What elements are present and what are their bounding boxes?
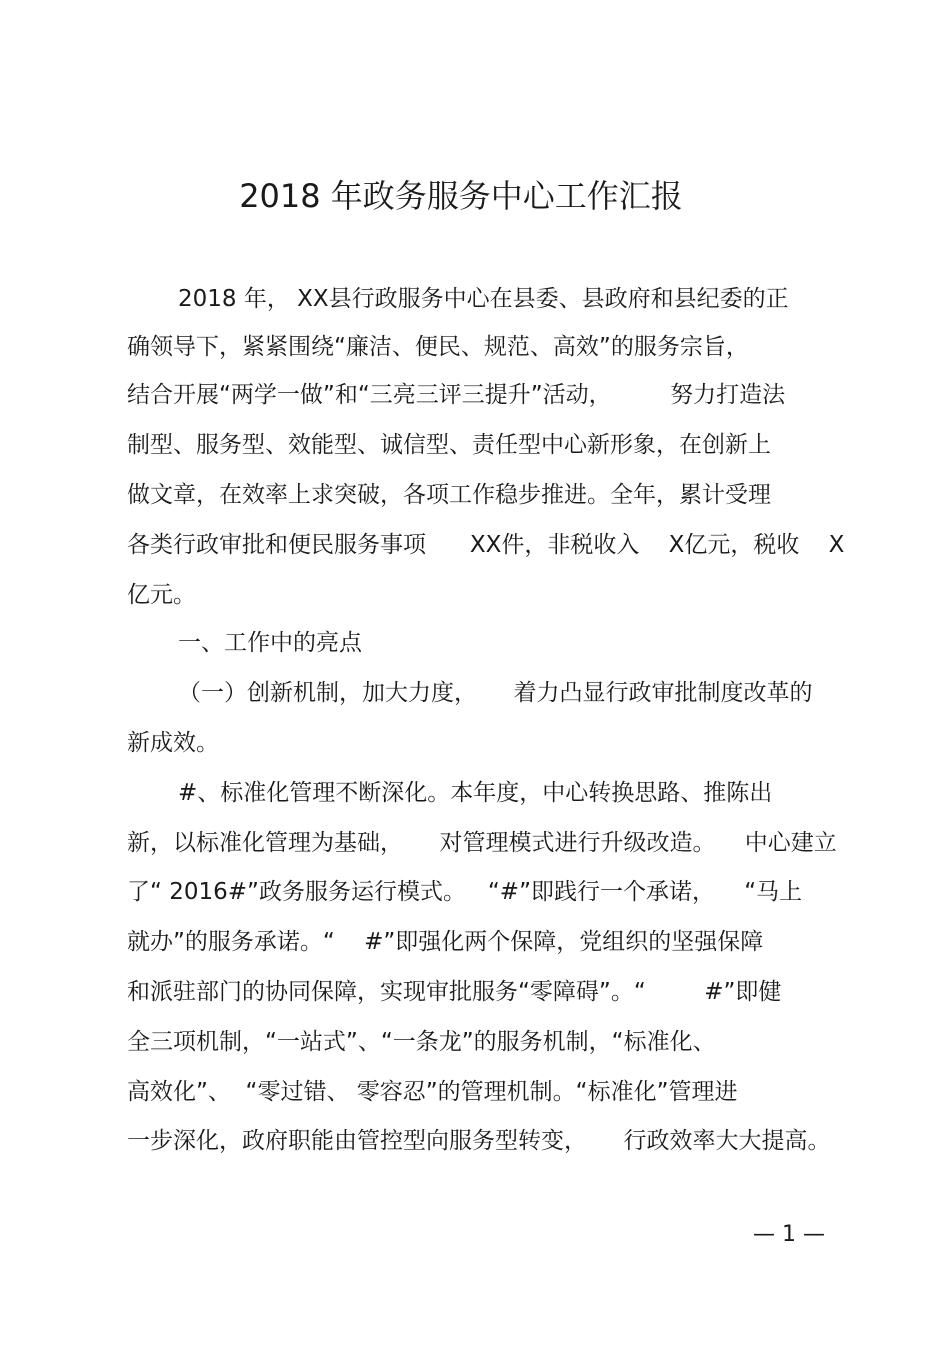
paragraph-line: 做文章，在效率上求突破，各项工作稳步推进。全年，累计受理 xyxy=(127,482,771,508)
page-number: — 1 — xyxy=(753,1222,825,1247)
paragraph-line: 新，以标准化管理为基础， 对管理模式进行升级改造。 中心建立 xyxy=(127,830,837,856)
paragraph-line: 就办”的服务承诺。“ #”即强化两个保障，党组织的坚强保障 xyxy=(127,929,764,955)
paragraph-line: 和派驻部门的协同保障，实现审批服务“零障碍”。“ #”即健 xyxy=(127,979,782,1005)
section-heading: 一、工作中的亮点 xyxy=(178,630,362,656)
paragraph-line: 2018 年， XX县行政服务中心在县委、县政府和县纪委的正 xyxy=(178,286,789,312)
document-title: 2018 年政务服务中心工作汇报 xyxy=(239,177,683,215)
paragraph-line: 亿元。 xyxy=(127,582,196,608)
paragraph-line: 各类行政审批和便民服务事项 XX件，非税收入 X亿元，税收 X xyxy=(127,532,845,558)
paragraph-line: 结合开展“两学一做”和“三亮三评三提升”活动， 努力打造法 xyxy=(127,382,786,408)
paragraph-line: #、标准化管理不断深化。本年度，中心转换思路、推陈出 xyxy=(178,780,773,806)
paragraph-line: 制型、服务型、效能型、诚信型、责任型中心新形象，在创新上 xyxy=(127,432,771,458)
subsection-heading: （一）创新机制，加大力度， 着力凸显行政审批制度改革的 xyxy=(178,680,813,706)
paragraph-line: 确领导下，紧紧围绕“廉洁、便民、规范、高效”的服务宗旨， xyxy=(127,334,749,360)
paragraph-line: 全三项机制，“一站式”、“一条龙”的服务机制，“标准化、 xyxy=(127,1029,716,1055)
subsection-heading: 新成效。 xyxy=(127,730,219,756)
paragraph-line: 一步深化，政府职能由管控型向服务型转变， 行政效率大大提高。 xyxy=(127,1128,831,1154)
paragraph-line: 了“ 2016#”政务服务运行模式。 “#”即践行一个承诺， “马上 xyxy=(127,879,803,905)
paragraph-line: 高效化”、 “零过错、 零容忍”的管理机制。“标准化”管理进 xyxy=(127,1079,738,1105)
